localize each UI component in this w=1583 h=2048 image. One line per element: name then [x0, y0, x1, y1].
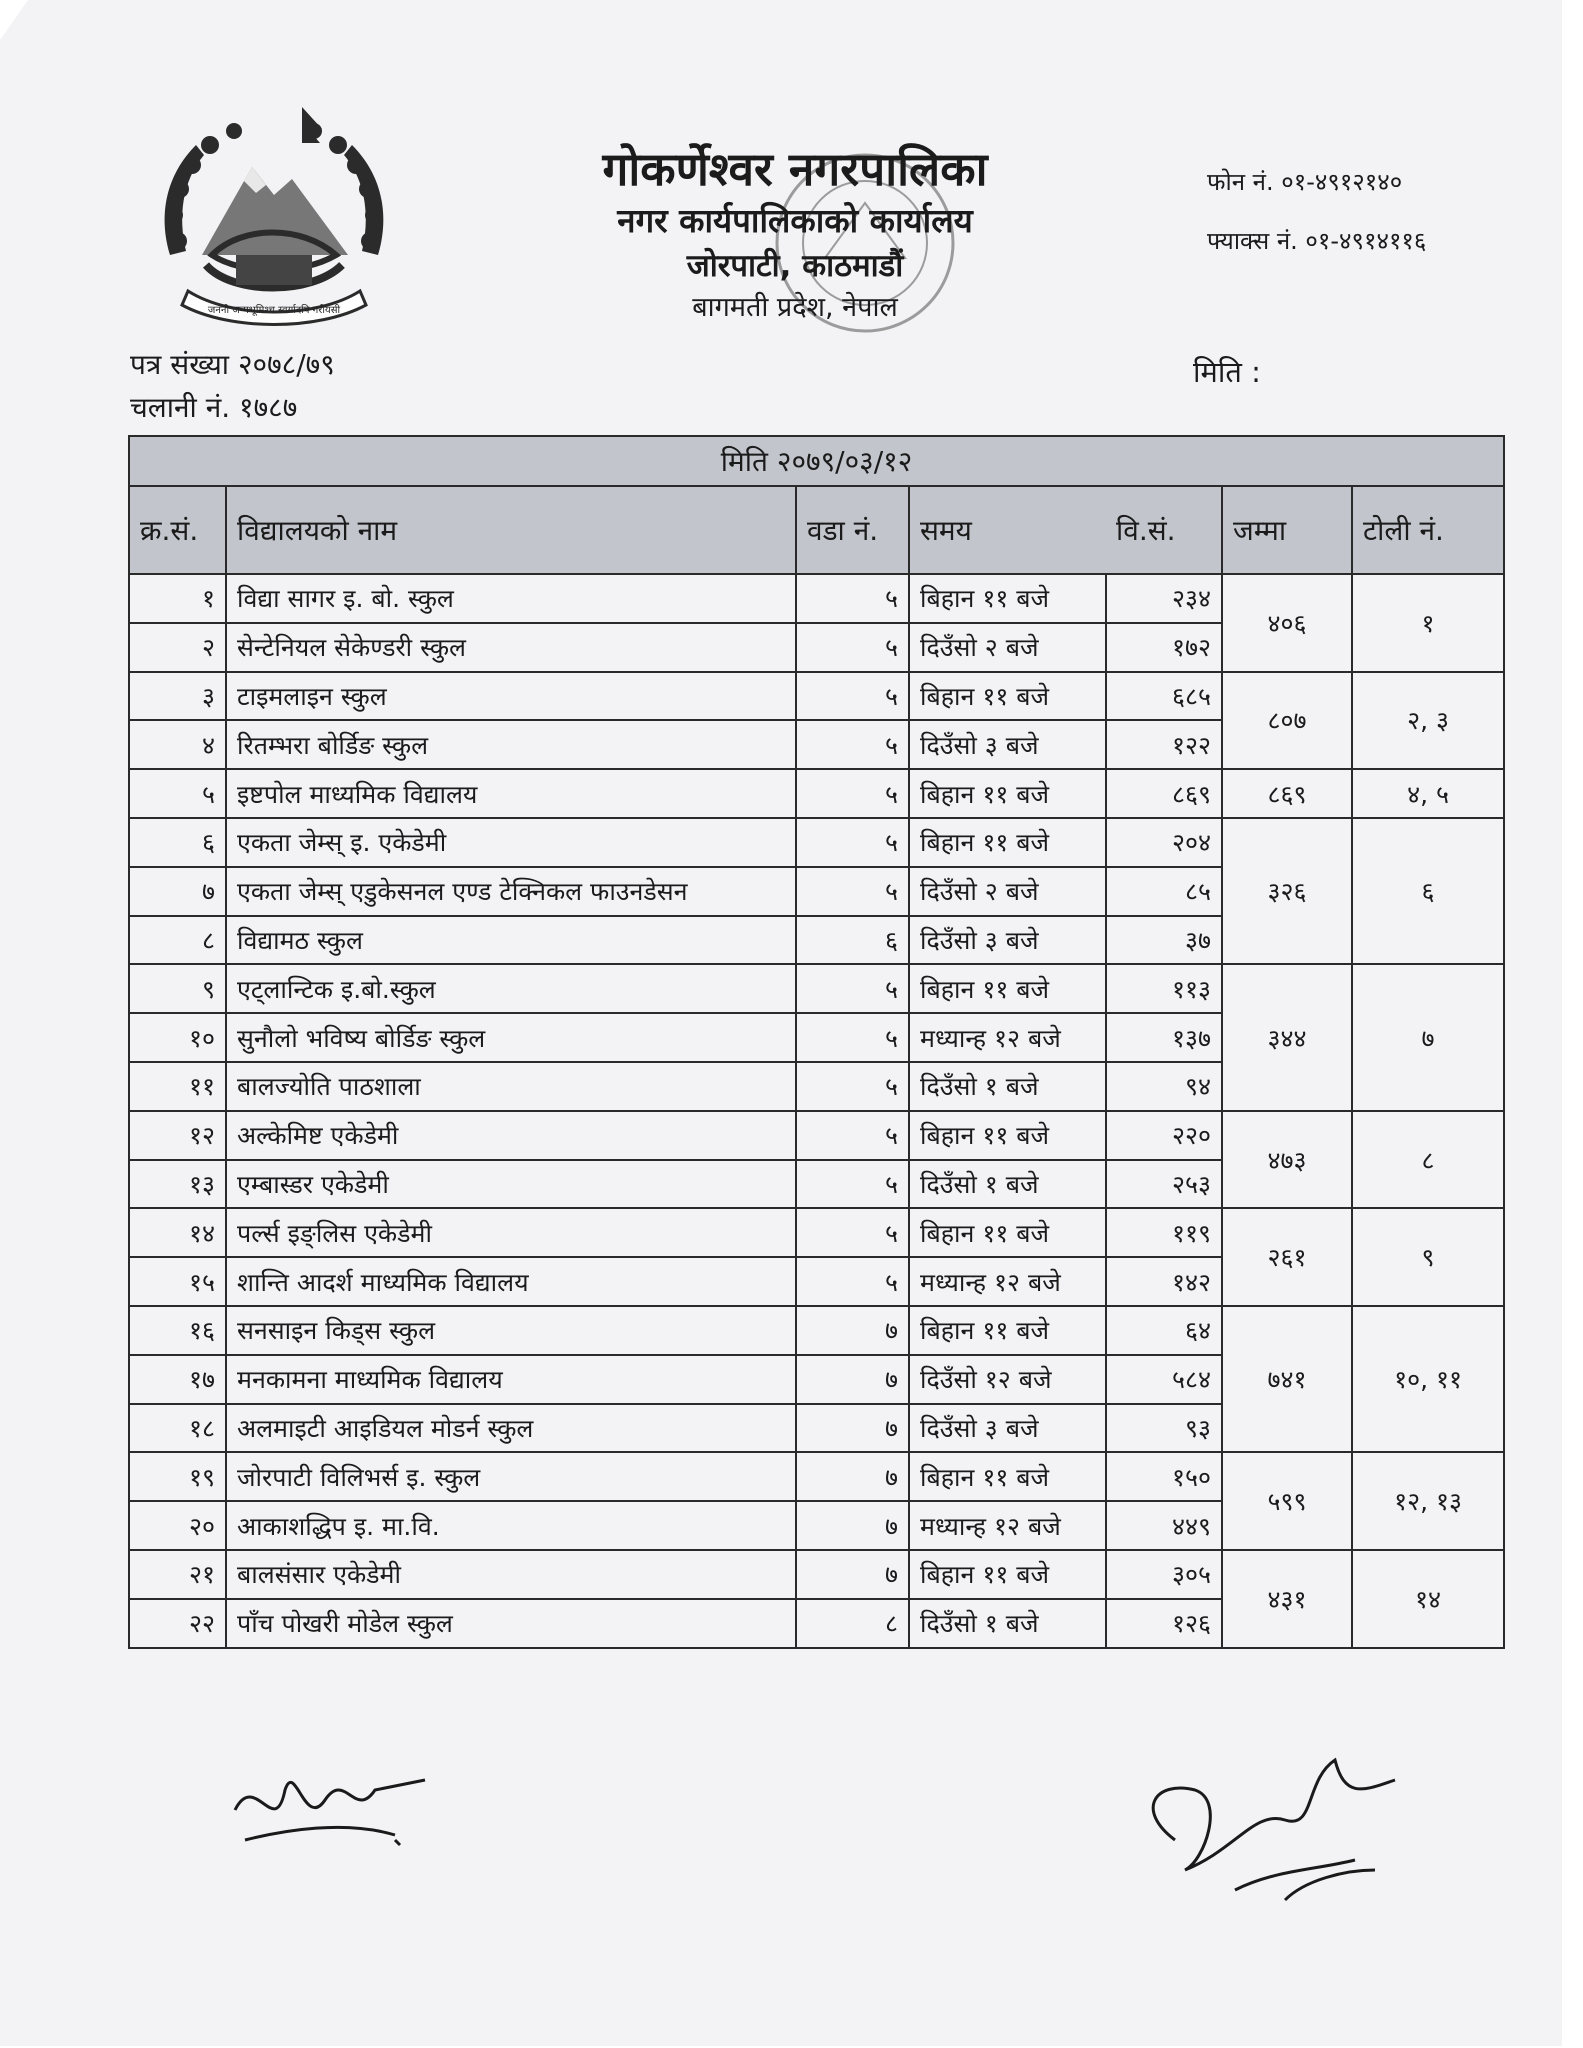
cell-ward: ७ [796, 1306, 909, 1355]
cell-sn: २ [129, 623, 226, 672]
cell-time: मध्यान्ह १२ बजे [909, 1501, 1106, 1550]
cell-ward: ७ [796, 1501, 909, 1550]
cell-ward: ५ [796, 1111, 909, 1160]
cell-sn: ४ [129, 720, 226, 769]
cell-time: बिहान ११ बजे [909, 574, 1106, 623]
cell-team-number: १०, ११ [1352, 1306, 1504, 1452]
cell-group-total: ४७३ [1222, 1111, 1352, 1209]
cell-time: मध्यान्ह १२ बजे [909, 1013, 1106, 1062]
cell-sn: १९ [129, 1452, 226, 1501]
table-row [129, 1550, 1504, 1599]
cell-school: पर्ल्स इङ्लिस एकेडेमी [226, 1208, 796, 1257]
table-row [129, 1111, 1504, 1160]
cell-school: इष्टपोल माध्यमिक विद्यालय [226, 769, 796, 818]
cell-time: बिहान ११ बजे [909, 1111, 1106, 1160]
cell-time: दिउँसो १ बजे [909, 1160, 1106, 1209]
cell-vs: ३०५ [1106, 1550, 1222, 1599]
cell-school: बालसंसार एकेडेमी [226, 1550, 796, 1599]
cell-vs: १२६ [1106, 1599, 1222, 1648]
cell-sn: १६ [129, 1306, 226, 1355]
cell-vs: २५३ [1106, 1160, 1222, 1209]
office-province: बागमती प्रदेश, नेपाल [692, 292, 898, 323]
office-name: गोकर्णेश्वर नगरपालिका [602, 142, 988, 196]
cell-ward: ५ [796, 672, 909, 721]
cell-school: जोरपाटी विलिभर्स इ. स्कुल [226, 1452, 796, 1501]
cell-ward: ५ [796, 867, 909, 916]
header-vs: वि.सं. [1106, 486, 1222, 574]
cell-time: बिहान ११ बजे [909, 769, 1106, 818]
header-time: समय [909, 486, 1106, 574]
cell-team-number: ९ [1352, 1208, 1504, 1306]
cell-time: बिहान ११ बजे [909, 1550, 1106, 1599]
header-total: जम्मा [1222, 486, 1352, 574]
table-row [129, 1452, 1504, 1501]
cell-vs: ६८५ [1106, 672, 1222, 721]
cell-group-total: ४३१ [1222, 1550, 1352, 1648]
cell-school: आकाशद्धिप इ. मा.वि. [226, 1501, 796, 1550]
office-header [470, 140, 1120, 328]
cell-vs: ८६९ [1106, 769, 1222, 818]
cell-vs: २२० [1106, 1111, 1222, 1160]
table-row [129, 672, 1504, 721]
cell-school: बालज्योति पाठशाला [226, 1062, 796, 1111]
header-ward: वडा नं. [796, 486, 909, 574]
cell-group-total: ७४१ [1222, 1306, 1352, 1452]
cell-time: मध्यान्ह १२ बजे [909, 1257, 1106, 1306]
cell-vs: ५८४ [1106, 1355, 1222, 1404]
phone-number: फोन नं. ०१-४९१२१४० [1207, 168, 1403, 196]
cell-ward: ८ [796, 1599, 909, 1648]
table-row [129, 818, 1504, 867]
cell-sn: ७ [129, 867, 226, 916]
cell-group-total: ४०६ [1222, 574, 1352, 672]
cell-sn: १५ [129, 1257, 226, 1306]
cell-school: विद्यामठ स्कुल [226, 916, 796, 965]
cell-vs: ६४ [1106, 1306, 1222, 1355]
cell-school: अलमाइटी आइडियल मोडर्न स्कुल [226, 1404, 796, 1453]
cell-ward: ७ [796, 1452, 909, 1501]
cell-team-number: १४ [1352, 1550, 1504, 1648]
cell-sn: ९ [129, 964, 226, 1013]
date-label: मिति : [1193, 355, 1261, 389]
cell-vs: १७२ [1106, 623, 1222, 672]
cell-team-number: २, ३ [1352, 672, 1504, 770]
cell-vs: ९३ [1106, 1404, 1222, 1453]
cell-vs: २०४ [1106, 818, 1222, 867]
cell-school: सनसाइन किड्स स्कुल [226, 1306, 796, 1355]
cell-sn: १० [129, 1013, 226, 1062]
cell-time: दिउँसो ३ बजे [909, 916, 1106, 965]
header-sn: क्र.सं. [129, 486, 226, 574]
cell-ward: ५ [796, 1257, 909, 1306]
cell-vs: १४२ [1106, 1257, 1222, 1306]
cell-group-total: ५९९ [1222, 1452, 1352, 1550]
cell-team-number: १ [1352, 574, 1504, 672]
cell-school: एकता जेम्स् इ. एकेडेमी [226, 818, 796, 867]
cell-ward: ५ [796, 1208, 909, 1257]
cell-vs: ११३ [1106, 964, 1222, 1013]
cell-time: दिउँसो १ बजे [909, 1599, 1106, 1648]
cell-school: अल्केमिष्ट एकेडेमी [226, 1111, 796, 1160]
cell-time: दिउँसो २ बजे [909, 623, 1106, 672]
cell-ward: ५ [796, 720, 909, 769]
cell-sn: १ [129, 574, 226, 623]
cell-sn: १८ [129, 1404, 226, 1453]
table-row [129, 574, 1504, 623]
cell-time: बिहान ११ बजे [909, 1306, 1106, 1355]
cell-sn: ५ [129, 769, 226, 818]
cell-vs: ८५ [1106, 867, 1222, 916]
cell-school: एम्बास्डर एकेडेमी [226, 1160, 796, 1209]
cell-sn: २० [129, 1501, 226, 1550]
office-place: जोरपाटी, काठमाडौं [686, 248, 904, 284]
cell-ward: ५ [796, 1062, 909, 1111]
cell-school: मनकामना माध्यमिक विद्यालय [226, 1355, 796, 1404]
cell-sn: १३ [129, 1160, 226, 1209]
cell-ward: ७ [796, 1404, 909, 1453]
cell-sn: २२ [129, 1599, 226, 1648]
cell-ward: ५ [796, 769, 909, 818]
cell-ward: ५ [796, 574, 909, 623]
letter-number: पत्र संख्या २०७८/७९ [130, 348, 335, 381]
cell-vs: ९४ [1106, 1062, 1222, 1111]
cell-sn: ३ [129, 672, 226, 721]
cell-school: पाँच पोखरी मोडेल स्कुल [226, 1599, 796, 1648]
header-school: विद्यालयको नाम [226, 486, 796, 574]
cell-school: एट्लान्टिक इ.बो.स्कुल [226, 964, 796, 1013]
signature-right [1135, 1720, 1425, 1910]
cell-group-total: २६१ [1222, 1208, 1352, 1306]
cell-team-number: १२, १३ [1352, 1452, 1504, 1550]
cell-group-total: ८६९ [1222, 769, 1352, 818]
cell-ward: ५ [796, 1013, 909, 1062]
cell-team-number: ६ [1352, 818, 1504, 964]
cell-vs: २३४ [1106, 574, 1222, 623]
cell-sn: १२ [129, 1111, 226, 1160]
cell-ward: ६ [796, 916, 909, 965]
cell-vs: १२२ [1106, 720, 1222, 769]
cell-school: टाइमलाइन स्कुल [226, 672, 796, 721]
cell-school: रितम्भरा बोर्डिङ स्कुल [226, 720, 796, 769]
cell-ward: ५ [796, 623, 909, 672]
cell-vs: ११९ [1106, 1208, 1222, 1257]
cell-sn: १७ [129, 1355, 226, 1404]
cell-school: विद्या सागर इ. बो. स्कुल [226, 574, 796, 623]
nepal-emblem-logo [152, 105, 396, 331]
cell-ward: ७ [796, 1550, 909, 1599]
dispatch-number: चलानी नं. १७८७ [130, 391, 298, 424]
cell-school: सेन्टेनियल सेकेण्डरी स्कुल [226, 623, 796, 672]
cell-time: बिहान ११ बजे [909, 964, 1106, 1013]
cell-school: सुनौलो भविष्य बोर्डिङ स्कुल [226, 1013, 796, 1062]
table-row [129, 964, 1504, 1013]
cell-sn: ८ [129, 916, 226, 965]
table-row [129, 1306, 1504, 1355]
cell-group-total: ३४४ [1222, 964, 1352, 1110]
cell-vs: ४४९ [1106, 1501, 1222, 1550]
cell-vs: १३७ [1106, 1013, 1222, 1062]
cell-team-number: ४, ५ [1352, 769, 1504, 818]
schedule-table [128, 435, 1505, 1649]
schedule-body [129, 574, 1504, 1648]
cell-school: एकता जेम्स् एडुकेसनल एण्ड टेक्निकल फाउनडेसन [226, 867, 796, 916]
cell-time: बिहान ११ बजे [909, 1452, 1106, 1501]
cell-sn: २१ [129, 1550, 226, 1599]
cell-group-total: ८०७ [1222, 672, 1352, 770]
signature-left [225, 1750, 445, 1860]
cell-time: बिहान ११ बजे [909, 818, 1106, 867]
cell-team-number: ७ [1352, 964, 1504, 1110]
cell-ward: ५ [796, 1160, 909, 1209]
cell-group-total: ३२६ [1222, 818, 1352, 964]
header-team: टोली नं. [1352, 486, 1504, 574]
cell-team-number: ८ [1352, 1111, 1504, 1209]
table-row [129, 1208, 1504, 1257]
cell-school: शान्ति आदर्श माध्यमिक विद्यालय [226, 1257, 796, 1306]
office-subtitle: नगर कार्यपालिकाको कार्यालय [617, 201, 973, 240]
cell-sn: ११ [129, 1062, 226, 1111]
cell-ward: ५ [796, 964, 909, 1013]
cell-time: दिउँसो ३ बजे [909, 1404, 1106, 1453]
fax-number: फ्याक्स नं. ०१-४९१४११६ [1207, 227, 1427, 255]
cell-time: दिउँसो ३ बजे [909, 720, 1106, 769]
cell-time: दिउँसो १२ बजे [909, 1355, 1106, 1404]
cell-vs: ३७ [1106, 916, 1222, 965]
cell-ward: ५ [796, 818, 909, 867]
cell-time: दिउँसो १ बजे [909, 1062, 1106, 1111]
cell-sn: १४ [129, 1208, 226, 1257]
cell-time: बिहान ११ बजे [909, 672, 1106, 721]
table-title: मिति २०७९/०३/१२ [129, 436, 1504, 486]
cell-time: दिउँसो २ बजे [909, 867, 1106, 916]
table-row [129, 769, 1504, 818]
cell-ward: ७ [796, 1355, 909, 1404]
cell-vs: १५० [1106, 1452, 1222, 1501]
emblem-motto: जननी जन्मभूमिश्च स्वर्गादपि गरीयसी [207, 305, 341, 316]
cell-sn: ६ [129, 818, 226, 867]
cell-time: बिहान ११ बजे [909, 1208, 1106, 1257]
